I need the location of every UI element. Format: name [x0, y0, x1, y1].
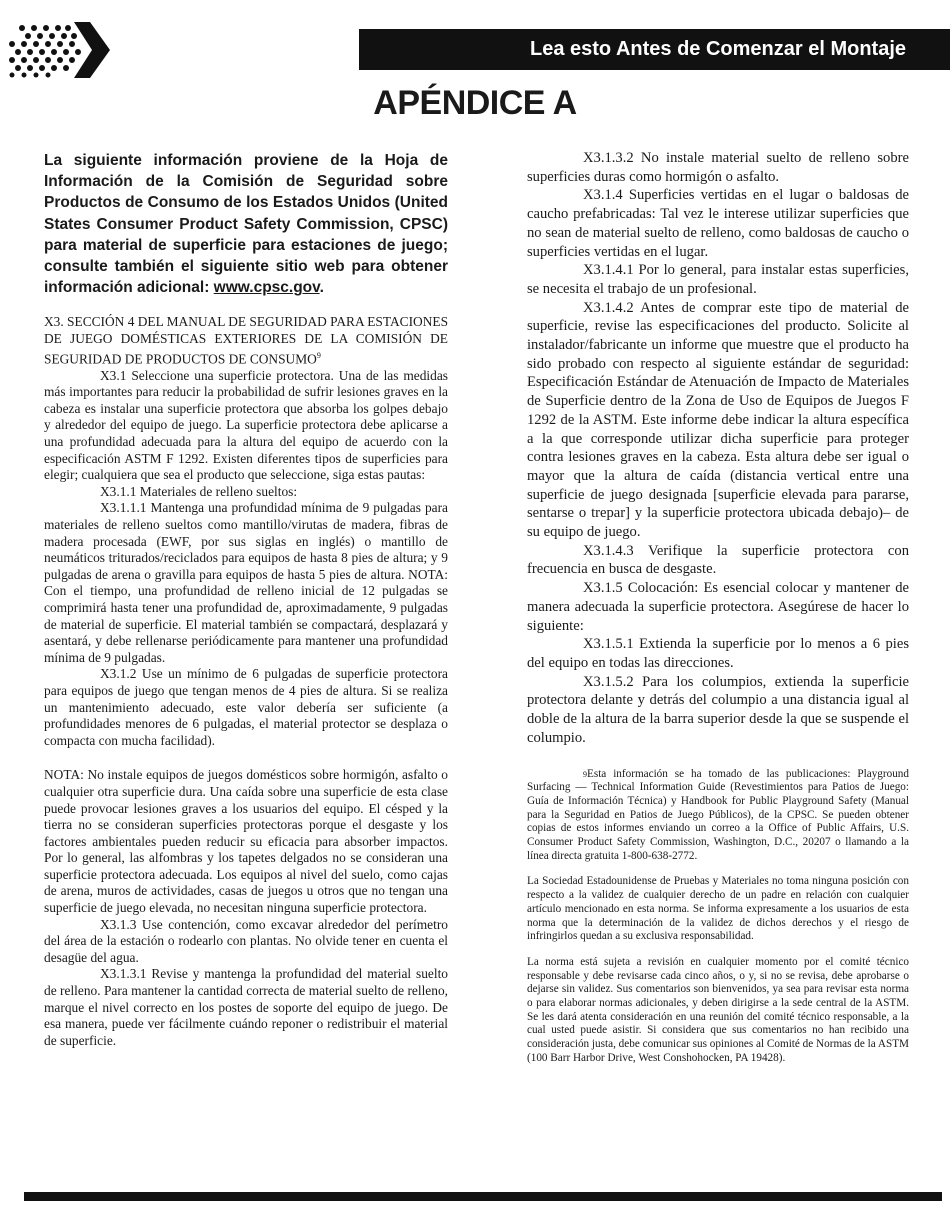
- dotted-chevron-logo-icon: [6, 22, 110, 78]
- paragraph-x3-1-3: X3.1.3 Use contención, como excavar alrededor del perímetro del área de la estación o rodearlo con plantas. No olvide tener en cuenta el desagüe del agua.: [44, 916, 448, 965]
- paragraph-x3-1-3-2: X3.1.3.2 No instale material suelto de relleno sobre superficies duras como hormigón o asfalto.: [527, 150, 909, 185]
- paragraph-x3-1-4-3: X3.1.4.3 Verifique la superficie protectora con frecuencia en busca de desgaste.: [527, 542, 909, 578]
- paragraph-x3-1-5-2: X3.1.5.2 Para los columpios, extienda la superficie protectora delante y detrás del columpio a una distancia igual al doble de la altura de la barra superior desde la que se suspende el columpio.: [527, 673, 909, 746]
- intro-text: La siguiente información proviene de la Hoja de Información de la Comisión de Seguridad sobre Productos de Consumo de los Estados Unidos (United States Consumer Product Safety Commission, CPSC) para material de superficie para estaciones de juego; consulte también el siguiente sitio web para obtener información adicional:: [44, 152, 448, 297]
- right-column: [527, 149, 909, 1066]
- paragraph-x3-1-1: X3.1.1 Materiales de relleno sueltos:: [100, 483, 298, 499]
- paragraph-x3-1-2: X3.1.2 Use un mínimo de 6 pulgadas de superficie protectora para equipos de juego que tengan menos de 4 pies de altura. Si se realiza un mantenimiento adecuado, este valor debería ser suficiente (a profundidades menores de 6 pulgadas, el material protector se desplaza o compacta con mucha facilidad).: [44, 666, 448, 748]
- footnote-reference: 9: [316, 350, 321, 360]
- paragraph-x3-1-5-1: X3.1.5.1 Extienda la superficie por lo menos a 6 pies del equipo en todas las direcciones.: [527, 636, 909, 671]
- intro-paragraph: [44, 150, 448, 298]
- section-heading: [44, 314, 448, 367]
- section-heading-text: X3. SECCIÓN 4 DEL MANUAL DE SEGURIDAD PARA ESTACIONES DE JUEGO DOMÉSTICAS EXTERIORES DE LA COMISIÓN DE SEGURIDAD DE PRODUCTOS DE CONSUMO: [44, 314, 449, 367]
- astm-disclaimer: La Sociedad Estadounidense de Pruebas y Materiales no toma ninguna posición con respecto a la validez de cualquier derecho de un padre en relación con cualquier artículo mencionado en esta norma. Se informa expresamente a los usuarios de esta norma que la determinación de la validez de dichos derechos y el riesgo de infringirlos quedan a su exclusiva responsabilidad.: [527, 875, 909, 943]
- paragraph-x3-1-4-1: X3.1.4.1 Por lo general, para instalar estas superficies, se necesita el trabajo de un profesional.: [527, 262, 909, 297]
- paragraph-x3-1-3-1: X3.1.3.1 Revise y mantenga la profundidad del material suelto de relleno. Para mantener la cantidad correcta de material suelto de relleno, marque el nivel correcto en los postes de soporte del equipo de juego. De esa manera, puede ver fácilmente cuándo reponer o redistribuir el material de superficie.: [44, 966, 448, 1048]
- paragraph-x3-1: X3.1 Seleccione una superficie protectora. Una de las medidas más importantes para reducir la probabilidad de sufrir lesiones graves en la cabeza es instalar una superficie protectora que absorba los golpes debajo y alrededor del equipo de juego. La superficie protectora debe aplicarse a una profundidad adecuada para la altura del equipo de acuerdo con la especificación ASTM F 1292. Existen diferentes tipos de superficies para elegir; cualquiera que sea el producto que seleccione, siga estas pautas:: [44, 367, 448, 483]
- footnote-9-text: Esta información se ha tomado de las publicaciones: Playground Surfacing — Technical Information Guide (Revestimientos para Patios de Juego: Guía de Información Técnica) y Handbook for Public Playground Safety (Manual para la Seguridad en Patios de Juego Públicos), de la CPSC. Se pueden obtener copias de estos informes enviando un correo a la Office of Public Affairs, U.S. Consumer Product Safety Commission, Washington, D.C., 20207 o llamando a la línea directa gratuita 1-800-638-2772.: [527, 767, 909, 862]
- paragraph-x3-1-1-1: X3.1.1.1 Mantenga una profundidad mínima de 9 pulgadas para materiales de relleno sueltos como mantillo/virutas de madera, fibras de madera procesada (EWF, por sus siglas en inglés) o mantillo de neumáticos triturados/reciclados para equipos de hasta 8 pies de altura; y 9 pulgadas de arena o gravilla para equipos de hasta 5 pies de altura. NOTA: Con el tiempo, una profundidad de relleno inicial de 12 pulgadas se comprimirá hasta tener una profundidad de, aproximadamente, 9 pulgadas de material de superficie. El material también se compactará, desplazará y asentará, y debe rellenarse periódicamente para mantener una profundidad mínima de 9 pulgadas.: [44, 500, 448, 665]
- astm-revision-note: La norma está sujeta a revisión en cualquier momento por el comité técnico responsable y debe revisarse cada cinco años, o y, si no se revisa, debe aprobarse o dejarse sin validez. Sus comentarios son bienvenidos, ya sea para revisar esta norma o para elaborar normas adicionales, y deben dirigirse a la sede central de la ASTM. Se les dará atenta consideración en una reunión del comité técnico responsable, a la cual usted puede asistir. Si considera que sus comentarios no han recibido una consideración justa, debe comunicar sus opiniones al Comité de Normas de la ASTM (100 Barr Harbor Drive, West Conshohocken, PA 19428).: [527, 955, 909, 1064]
- paragraph-x3-1-4-2: X3.1.4.2 Antes de comprar este tipo de material de superficie, revise las especificaciones del producto. Solicite al instalador/fabricante un informe que muestre que el producto ha sido probado con respecto al siguiente estándar de seguridad: Especificación Estándar de Atenuación de Impacto de Materiales de Superficie dentro de la Zona de Uso de Equipos de Juegos F 1292 de la ASTM. Este informe debe indicar la altura específica a la que corresponde utilizar dicha superficie para proteger contra lesiones graves en la cabeza. Esta altura debe ser igual o mayor que la altura de caída (distancia vertical entre una superficie de juego designada [superficie elevada para pararse, sentarse o trepar] y la superficie protectora ubicada debajo)– de su equipo de juego.: [527, 299, 909, 541]
- header-banner: Lea esto Antes de Comenzar el Montaje: [359, 29, 950, 70]
- intro-end: .: [319, 279, 324, 297]
- footer-rule: [24, 1192, 942, 1201]
- note-paragraph: NOTA: No instale equipos de juegos domésticos sobre hormigón, asfalto o cualquier otra superficie dura. Una caída sobre una superficie de esta clase puede provocar lesiones graves a los usuarios del equipo. El césped y la tierra no se consideran superficies protectoras porque el desgaste y los factores ambientales pueden reducir su eficacia para absorber impactos. Por lo general, las alfombras y los tapetes delgados no se consideran una superficie protectora adecuada. Los equipos al nivel del suelo, como cajas de arena, muros de actividades, casas de juegos u otros que no tengan una superficie de juego elevada, no necesitan ninguna superficie protectora.: [44, 767, 448, 916]
- footnote-marker: 9: [583, 769, 587, 779]
- left-column: [44, 150, 448, 1049]
- paragraph-x3-1-4: X3.1.4 Superficies vertidas en el lugar o baldosas de caucho prefabricadas: Tal vez le interese utilizar superficies que no sean de material suelto de relleno, como baldosas de caucho o superficies vertidas en el lugar.: [527, 187, 909, 260]
- footnote-9: [527, 768, 909, 864]
- cpsc-website-link[interactable]: www.cpsc.gov: [213, 279, 320, 297]
- page-title: APÉNDICE A: [373, 84, 577, 122]
- paragraph-x3-1-5: X3.1.5 Colocación: Es esencial colocar y mantener de manera adecuada la superficie protectora. Asegúrese de hacer lo siguiente:: [527, 580, 909, 634]
